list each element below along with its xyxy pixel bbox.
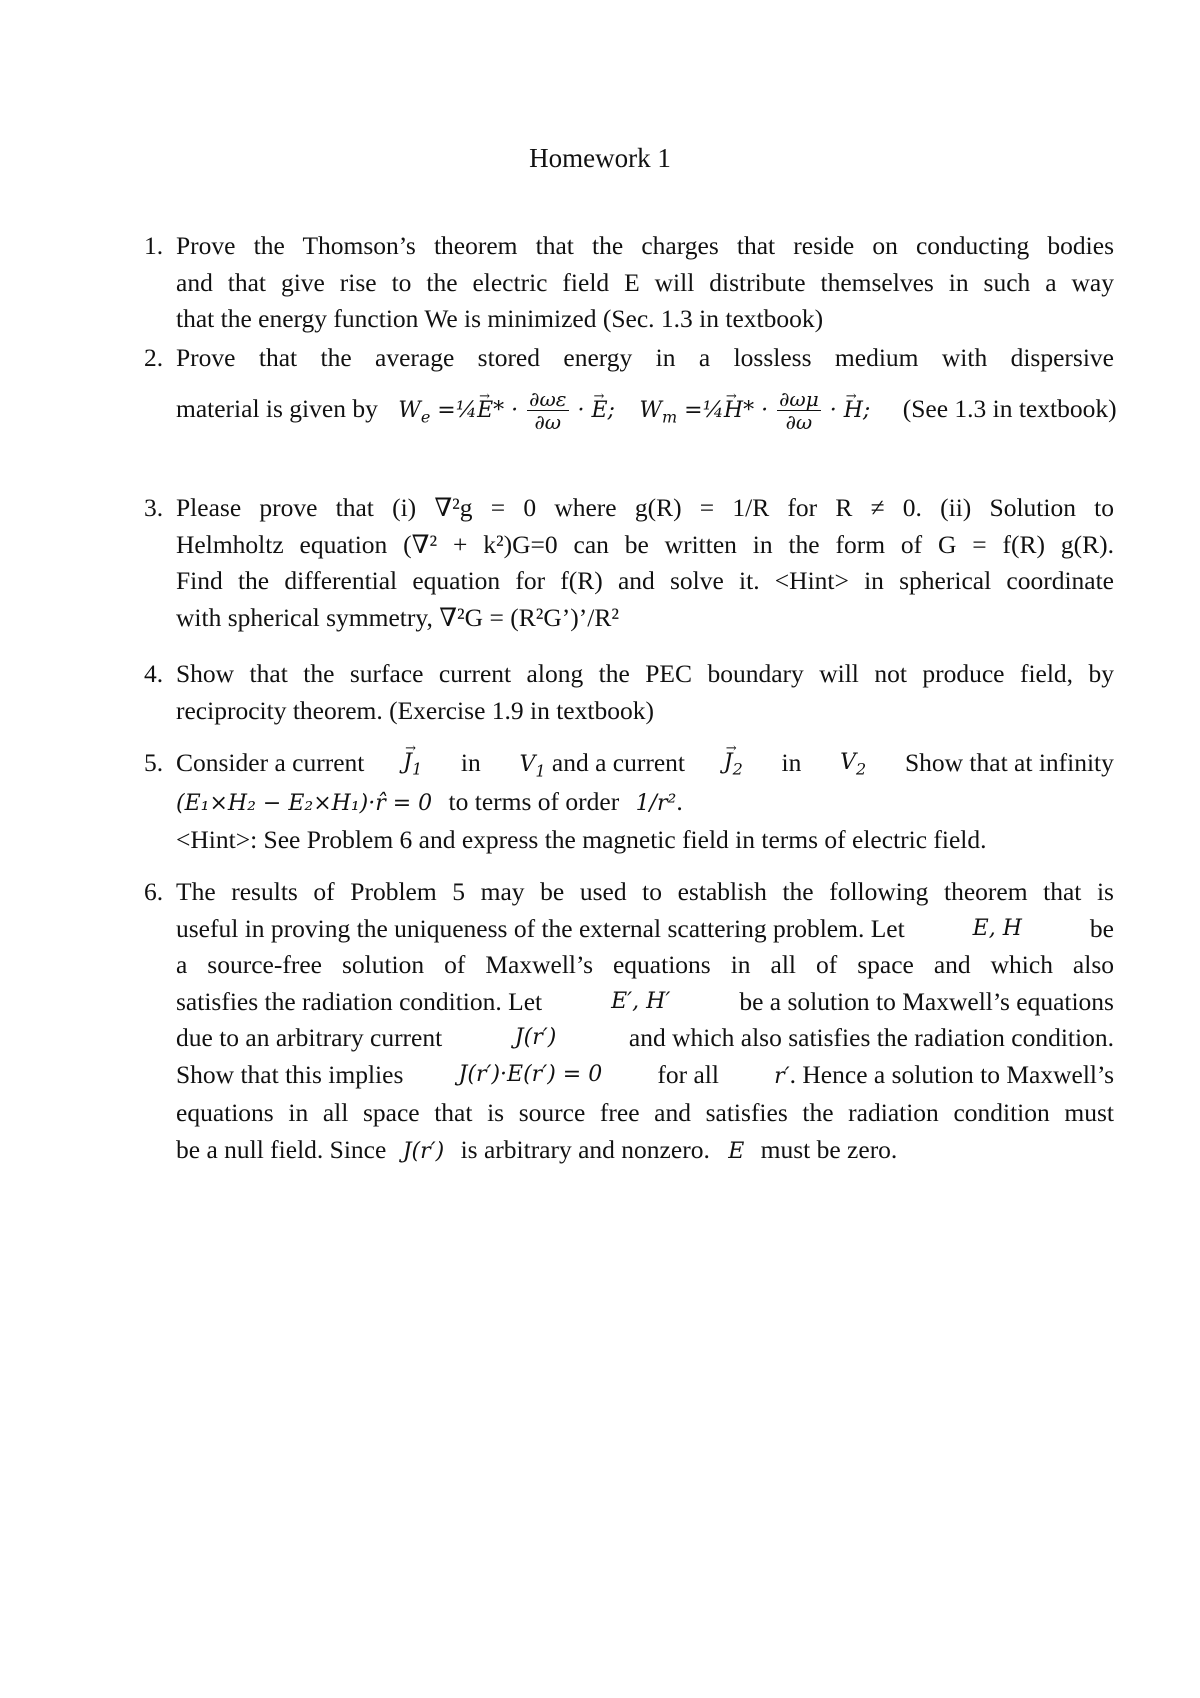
text-line: equations in all space that is source free and satisfies the radiation condition must	[176, 1098, 1114, 1127]
vector-symbol: → E;	[591, 389, 614, 433]
volume-v1-group	[519, 745, 685, 784]
fraction	[527, 388, 568, 433]
fraction	[777, 388, 821, 433]
position-symbol: r′	[774, 1063, 790, 1089]
problem-number: 3.	[144, 493, 164, 522]
volume-v2	[840, 745, 866, 784]
text-line: and that give rise to the electric field E will distribute themselves in such a way	[176, 267, 1114, 297]
problem-number: 1.	[144, 231, 164, 260]
text-line: <Hint>: See Problem 6 and express the magnetic field in terms of electric field.	[176, 825, 987, 854]
subscript: 2	[732, 759, 743, 779]
text-line	[176, 1132, 1114, 1171]
text-line	[176, 984, 1114, 1021]
text-line	[176, 1057, 1114, 1096]
text-line: Find the differential equation for f(R) and solve it. <Hint> in spherical coordinate	[176, 566, 1114, 595]
page-title: Homework 1	[529, 143, 671, 173]
text-fragment: Show that this implies	[176, 1059, 404, 1089]
stored-energy-equation-electric: $W_e$ =¼→ E* · $\frac{\partial\omega\varepsilon}{\partial\omega}$ · → E;	[398, 398, 615, 423]
orthogonality-equation: J(r′)·E(r′) = 0	[458, 1061, 603, 1087]
text-fragment: .	[676, 786, 683, 816]
text-fragment: satisfies the radiation condition. Let	[176, 986, 543, 1016]
text-fragment: in	[781, 748, 802, 777]
text-line: Please prove that (i) ∇²g = 0 where g(R) = 1/R for R ≠ 0. (ii) Solution to	[176, 493, 1114, 522]
text-fragment: due to an arbitrary current	[176, 1023, 443, 1052]
problem-number: 4.	[144, 659, 164, 688]
text-fragment: Consider a current	[176, 748, 365, 777]
text-line: The results of Problem 5 may be used to establish the following theorem that is	[176, 877, 1114, 906]
text-fragment: must be zero.	[760, 1134, 898, 1164]
vector-symbol: → H;	[844, 389, 871, 433]
symbol: W	[398, 397, 421, 423]
denominator: ∂ω	[785, 410, 813, 434]
text-fragment: Show that at infinity	[904, 748, 1114, 777]
current-symbol: J(r′)	[402, 1138, 445, 1164]
order-term: 1/r²	[635, 790, 677, 816]
symbol: =	[684, 397, 703, 423]
text-line	[176, 784, 1114, 823]
text-line	[176, 911, 1114, 948]
symbol: =	[437, 397, 456, 423]
text-fragment: useful in proving the uniqueness of the external scattering problem. Let	[176, 913, 905, 943]
text-fragment-group	[774, 1057, 1114, 1096]
text-line: Helmholtz equation (∇² + k²)G=0 can be written in the form of G = f(R) g(R).	[176, 529, 1114, 559]
current-j2	[724, 745, 743, 784]
problem-text	[176, 340, 1117, 434]
problem-number: 6.	[144, 877, 164, 906]
problem-text	[176, 228, 1114, 338]
text-line	[176, 745, 1114, 784]
subscript: 1	[411, 759, 423, 779]
problem-text	[176, 874, 1114, 1170]
text-fragment: is arbitrary and nonzero.	[460, 1134, 710, 1164]
field-symbol: E	[728, 1138, 745, 1164]
symbol: W	[639, 397, 662, 423]
vector-symbol: → E*	[477, 389, 504, 433]
current-j1	[403, 745, 422, 784]
problem-text	[176, 490, 1114, 636]
text-line: that the energy function We is minimized (Sec. 1.3 in textbook)	[176, 304, 824, 333]
volume-v1	[519, 752, 546, 781]
text-fragment: and which also satisfies the radiation condition.	[628, 1023, 1114, 1052]
numerator: ∂ωε	[529, 387, 567, 411]
text-line: Prove the Thomson’s theorem that the charges that reside on conducting bodies	[176, 231, 1114, 260]
stored-energy-equation-magnetic: $W_m$ =¼→ H* · $\frac{\partial\omega\mu}{\partial\omega}$ · → H;	[639, 398, 870, 423]
text-fragment: be a null field. Since	[176, 1134, 387, 1164]
vector-symbol: → J	[724, 745, 733, 782]
symbol: ¼	[702, 397, 724, 423]
text-line	[176, 1020, 1114, 1057]
vector-symbol: → H*	[724, 389, 754, 433]
text-fragment: material is given by	[176, 393, 378, 423]
text-fragment: be a solution to Maxwell’s equations	[739, 986, 1114, 1016]
problem-text	[176, 656, 1114, 729]
denominator: ∂ω	[534, 410, 562, 434]
subscript: 1	[535, 761, 546, 781]
text-line: Prove that the average stored energy in a lossless medium with dispersive	[176, 343, 1114, 372]
text-fragment: for all	[657, 1059, 719, 1089]
field-symbols: E′, H′	[611, 988, 671, 1014]
current-symbol: J(r′)	[514, 1025, 557, 1050]
symbol: ¼	[455, 397, 478, 423]
subscript: 2	[856, 759, 867, 779]
text-fragment: to terms of order	[448, 786, 620, 816]
subscript: e	[420, 406, 431, 426]
field-symbols: E, H	[972, 915, 1022, 941]
text-fragment: . Hence a solution to Maxwell’s	[789, 1059, 1114, 1089]
text-line: Show that the surface current along the PEC boundary will not produce field, by	[176, 659, 1114, 688]
far-field-equation: (E₁×H₂ − E₂×H₁)·r̂ = 0	[176, 790, 433, 816]
subscript: m	[661, 406, 678, 426]
symbol: V	[840, 750, 857, 775]
text-line: with spherical symmetry, ∇²G = (R²G’)’/R²	[176, 602, 619, 632]
problem-number: 5.	[144, 748, 164, 777]
text-line: reciprocity theorem. (Exercise 1.9 in textbook)	[176, 695, 654, 725]
vector-symbol: → J	[403, 745, 412, 782]
problem-number: 2.	[144, 343, 164, 372]
text-fragment: and a current	[551, 748, 686, 777]
problem-text	[176, 745, 1114, 859]
symbol: V	[519, 752, 536, 777]
numerator: ∂ωμ	[779, 387, 819, 411]
equation-line	[176, 387, 1117, 434]
text-fragment: (See 1.3 in textbook)	[902, 393, 1117, 423]
text-fragment: be	[1089, 913, 1114, 943]
text-line: a source-free solution of Maxwell’s equations in all of space and which also	[176, 950, 1114, 979]
text-fragment: in	[460, 748, 481, 777]
